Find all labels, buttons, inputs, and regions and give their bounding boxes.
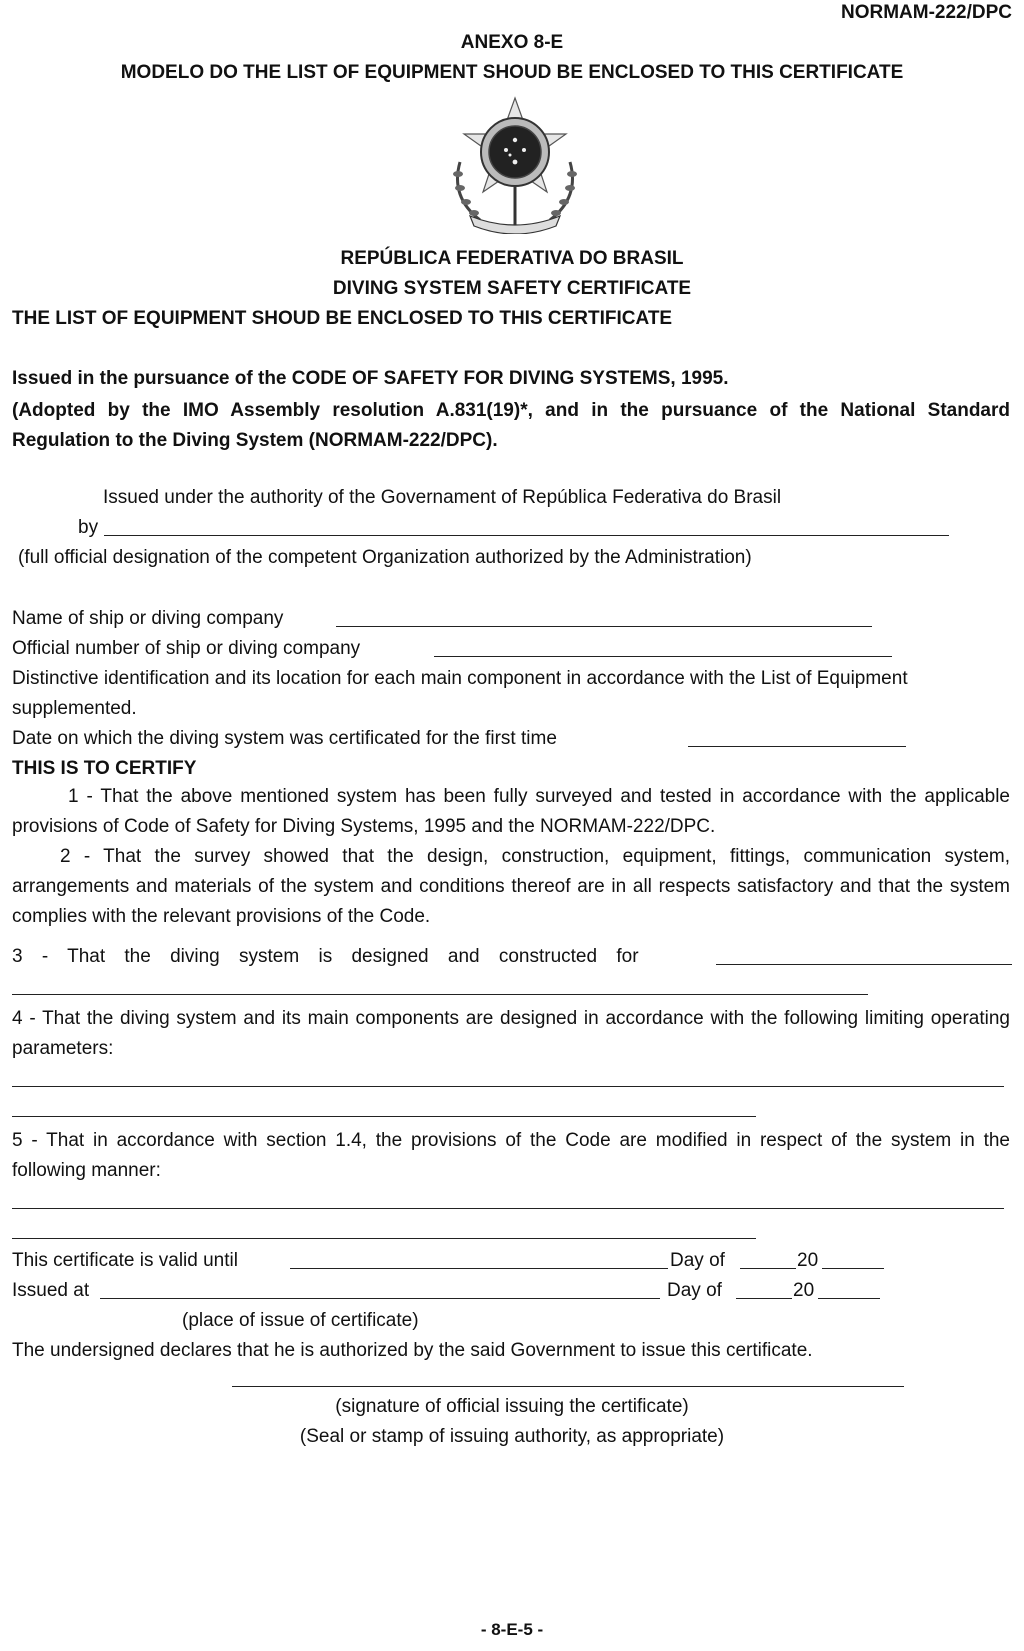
certify-item-2: 2 - That the survey showed that the design, construction, equipment, fittings, communication system, arrangements and materials of the system and conditions thereof are in all respects satisfactory and that the system complies with the relevant provisions of the Code.: [12, 846, 1010, 927]
by-label: by: [78, 517, 99, 538]
item-3-blank-2[interactable]: [12, 994, 868, 995]
valid-until-label: This certificate is valid until: [12, 1250, 238, 1271]
issued-day-blank[interactable]: [736, 1298, 792, 1299]
certify-heading: THIS IS TO CERTIFY: [12, 758, 197, 779]
issued-day-of-label: Day of: [667, 1280, 722, 1301]
date-first-label: Date on which the diving system was certificated for the first time: [12, 728, 557, 749]
issuance-line-1: Issued in the pursuance of the CODE OF SAFETY FOR DIVING SYSTEMS, 1995.: [12, 368, 729, 389]
issued-at-blank[interactable]: [100, 1298, 660, 1299]
issuance-line-2: (Adopted by the IMO Assembly resolution A.831(19)*, and in the pursuance of the National Standard Regulation to the Diving System (NORMAM-222/DPC).: [12, 400, 1010, 451]
brazil-coat-of-arms-icon: [440, 92, 590, 234]
distinctive-id-text: Distinctive identification and its location for each main component in accordance with the List of Equipment supplemented.: [12, 668, 908, 719]
certificate-title: DIVING SYSTEM SAFETY CERTIFICATE: [332, 278, 692, 299]
organization-blank[interactable]: [104, 535, 949, 536]
official-number-label: Official number of ship or diving company: [12, 638, 361, 659]
issued-year-prefix: 20: [793, 1280, 815, 1301]
certify-item-4: 4 - That the diving system and its main components are designed in accordance with the following limiting operating parameters:: [12, 1008, 1010, 1059]
list-note: THE LIST OF EQUIPMENT SHOUD BE ENCLOSED TO THIS CERTIFICATE: [12, 308, 673, 329]
ship-name-blank[interactable]: [336, 626, 872, 627]
signature-line[interactable]: [232, 1386, 904, 1387]
page-number: - 8-E-5 -: [480, 1620, 544, 1639]
annex-label: ANEXO 8-E: [460, 32, 564, 53]
item-5-blank-2[interactable]: [12, 1238, 756, 1239]
seal-note: (Seal or stamp of issuing authority, as appropriate): [299, 1426, 725, 1447]
valid-year-prefix: 20: [797, 1250, 819, 1271]
issued-year-blank[interactable]: [818, 1298, 880, 1299]
certify-item-1: 1 - That the above mentioned system has been fully surveyed and tested in accordance with the applicable provisions of Code of Safety for Diving Systems, 1995 and the NORMAM-222/DPC.: [12, 786, 1010, 837]
model-title: MODELO DO THE LIST OF EQUIPMENT SHOUD BE ENCLOSED TO THIS CERTIFICATE: [120, 62, 904, 83]
certify-item-5: 5 - That in accordance with section 1.4, the provisions of the Code are modified in respect of the system in the following manner:: [12, 1130, 1010, 1181]
item-4-blank-2[interactable]: [12, 1116, 756, 1117]
issued-at-label: Issued at: [12, 1280, 90, 1301]
item-4-blank-1[interactable]: [12, 1086, 1004, 1087]
place-note: (place of issue of certificate): [182, 1310, 419, 1331]
valid-day-of-label: Day of: [670, 1250, 725, 1271]
official-number-blank[interactable]: [434, 656, 892, 657]
ship-name-label: Name of ship or diving company: [12, 608, 284, 629]
valid-year-blank[interactable]: [822, 1268, 884, 1269]
date-first-blank[interactable]: [688, 746, 906, 747]
valid-until-blank[interactable]: [290, 1268, 668, 1269]
designation-note: (full official designation of the competent Organization authorized by the Administration): [18, 547, 752, 568]
signature-note: (signature of official issuing the certificate): [335, 1396, 689, 1417]
item-3-blank-1[interactable]: [716, 964, 1012, 965]
republic-title: REPÚBLICA FEDERATIVA DO BRASIL: [340, 248, 684, 269]
authority-statement: Issued under the authority of the Governament of República Federativa do Brasil: [103, 487, 782, 508]
valid-day-blank[interactable]: [740, 1268, 796, 1269]
declaration-text: The undersigned declares that he is authorized by the said Government to issue this certificate.: [12, 1340, 813, 1361]
item-5-blank-1[interactable]: [12, 1208, 1004, 1209]
document-code: NORMAM-222/DPC: [840, 2, 1012, 23]
certify-item-3: 3 - That the diving system is designed and constructed for: [12, 946, 639, 967]
